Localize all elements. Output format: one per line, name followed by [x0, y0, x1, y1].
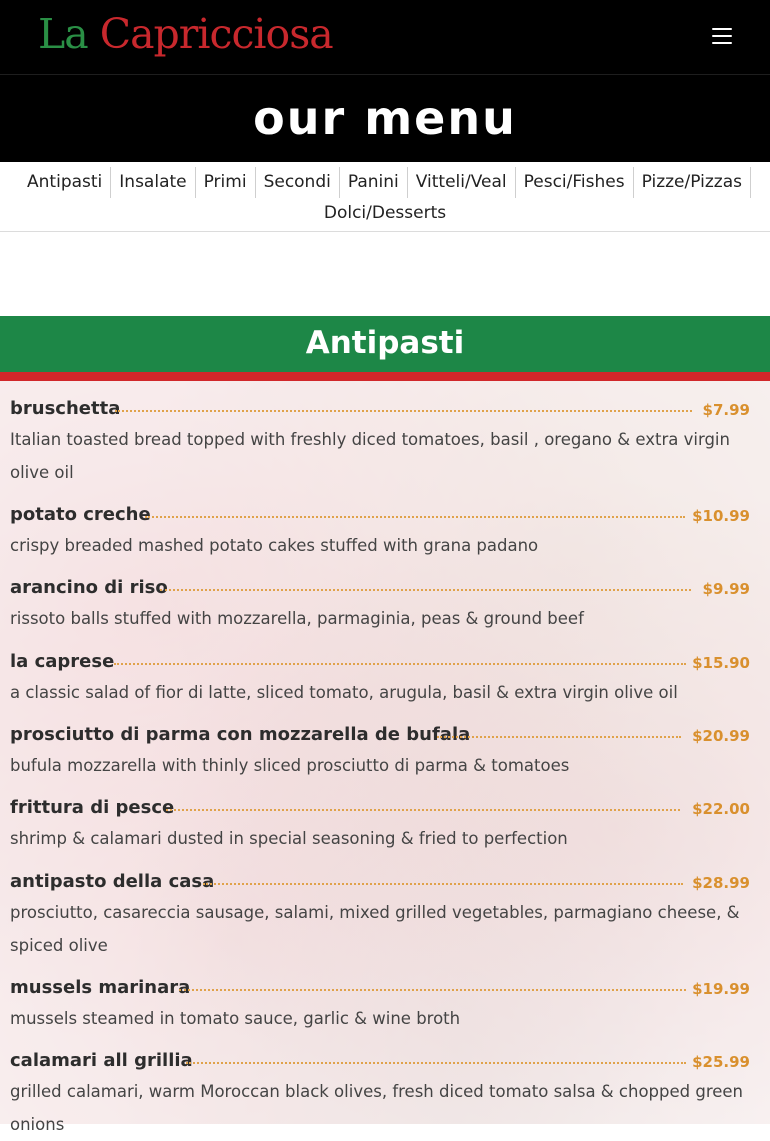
- menu-item-price: $10.99: [692, 507, 750, 525]
- menu-item: [10, 974, 750, 1035]
- menu-item-name[interactable]: prosciutto di parma con mozzarella de bufala: [10, 724, 471, 745]
- menu-item-header: [10, 395, 750, 425]
- category-link-secondi[interactable]: Secondi: [256, 167, 340, 198]
- menu-item-header: [10, 1047, 750, 1077]
- dotted-leader: [203, 883, 683, 885]
- menu-item-header: [10, 721, 750, 751]
- dotted-leader: [145, 516, 685, 518]
- menu-item-price: $15.90: [692, 654, 750, 672]
- menu-item-description: a classic salad of fior di latte, sliced tomato, arugula, basil & extra virgin olive oil: [10, 683, 678, 702]
- menu-item-description: Italian toasted bread topped with freshly diced tomatoes, basil , oregano & extra virgin olive oil: [10, 430, 730, 482]
- menu-item-header: [10, 648, 750, 678]
- menu-item-price: $28.99: [692, 874, 750, 892]
- menu-item-description: crispy breaded mashed potato cakes stuffed with grana padano: [10, 536, 539, 555]
- logo-text-la: La: [38, 10, 88, 58]
- category-link-desserts[interactable]: Dolci/Desserts: [323, 203, 447, 223]
- menu-item-description: grilled calamari, warm Moroccan black olives, fresh diced tomato salsa & chopped green onions: [10, 1082, 744, 1134]
- category-row: [0, 200, 770, 226]
- menu-item-header: [10, 794, 750, 824]
- hamburger-icon[interactable]: [700, 18, 744, 54]
- menu-item-description: rissoto balls stuffed with mozzarella, parmaginia, peas & ground beef: [10, 609, 584, 628]
- top-navbar: [0, 0, 770, 75]
- category-row: [0, 167, 770, 198]
- dotted-leader: [114, 663, 686, 665]
- menu-item-description: bufula mozzarella with thinly sliced prosciutto di parma & tomatoes: [10, 756, 570, 775]
- dotted-leader: [166, 809, 680, 811]
- menu-item-price: $9.99: [702, 580, 750, 598]
- section-header: [0, 316, 770, 372]
- menu-item-description: prosciutto, casareccia sausage, salami, mixed grilled vegetables, parmagiano cheese, & spiced olive: [10, 903, 740, 955]
- menu-item: [10, 574, 750, 635]
- menu-item-name[interactable]: calamari all grillia: [10, 1050, 193, 1071]
- menu-item-name[interactable]: potato creche: [10, 504, 151, 525]
- section-title: Antipasti: [305, 325, 465, 361]
- menu-item-price: $25.99: [692, 1053, 750, 1071]
- menu-item: [10, 501, 750, 562]
- category-link-antipasti[interactable]: Antipasti: [19, 167, 111, 198]
- dotted-leader: [179, 989, 686, 991]
- menu-item-price: $22.00: [692, 800, 750, 818]
- menu-item-name[interactable]: frittura di pesce: [10, 797, 175, 818]
- hamburger-bar: [712, 35, 732, 37]
- category-link-pizzas[interactable]: Pizze/Pizzas: [634, 167, 751, 198]
- logo-text-capricciosa: Capricciosa: [99, 10, 333, 58]
- menu-item-header: [10, 501, 750, 531]
- menu-item-name[interactable]: arancino di riso: [10, 577, 168, 598]
- menu-item: [10, 868, 750, 962]
- hero-banner: [0, 75, 770, 162]
- menu-item: [10, 1047, 750, 1141]
- menu-item: [10, 794, 750, 855]
- hamburger-bar: [712, 28, 732, 30]
- menu-item: [10, 721, 750, 782]
- menu-list: [0, 381, 770, 1134]
- menu-item-name[interactable]: mussels marinara: [10, 977, 191, 998]
- menu-item-header: [10, 974, 750, 1004]
- category-link-panini[interactable]: Panini: [340, 167, 408, 198]
- page-title: our menu: [253, 91, 517, 145]
- menu-item: [10, 648, 750, 709]
- menu-item-header: [10, 574, 750, 604]
- menu-item-price: $20.99: [692, 727, 750, 745]
- menu-item: [10, 395, 750, 489]
- dotted-leader: [115, 410, 692, 412]
- dotted-leader: [437, 736, 681, 738]
- menu-item-price: $19.99: [692, 980, 750, 998]
- category-nav: [0, 162, 770, 232]
- category-link-primi[interactable]: Primi: [196, 167, 256, 198]
- dotted-leader: [186, 1062, 686, 1064]
- logo[interactable]: [38, 8, 333, 60]
- category-link-veal[interactable]: Vitteli/Veal: [408, 167, 516, 198]
- menu-item-name[interactable]: la caprese: [10, 651, 115, 672]
- section-divider: [0, 372, 770, 381]
- menu-item-name[interactable]: antipasto della casa: [10, 871, 215, 892]
- hamburger-bar: [712, 42, 732, 44]
- category-link-fishes[interactable]: Pesci/Fishes: [516, 167, 634, 198]
- dotted-leader: [160, 589, 691, 591]
- menu-item-header: [10, 868, 750, 898]
- category-link-insalate[interactable]: Insalate: [111, 167, 195, 198]
- menu-item-description: shrimp & calamari dusted in special seasoning & fried to perfection: [10, 829, 568, 848]
- menu-item-name[interactable]: bruschetta: [10, 398, 121, 419]
- menu-item-price: $7.99: [702, 401, 750, 419]
- menu-item-description: mussels steamed in tomato sauce, garlic & wine broth: [10, 1009, 461, 1028]
